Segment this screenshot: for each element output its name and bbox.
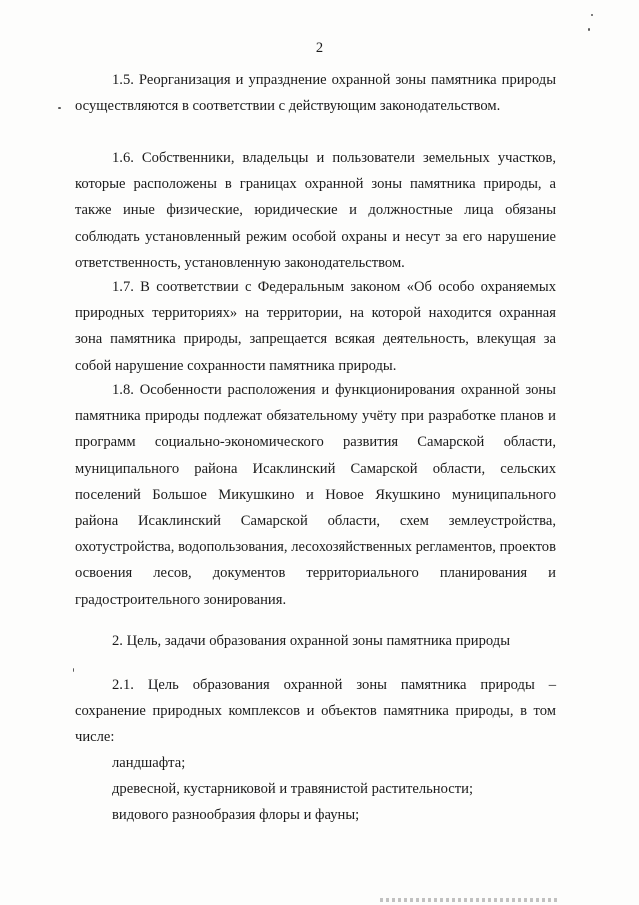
paragraph-1-5: 1.5. Реорганизация и упразднение охранной зоны памятника природы осуществляются в соответствии с действующим законодательством.	[75, 72, 556, 115]
paragraph-1-8: 1.8. Особенности расположения и функционирования охранной зоны памятника природы подлежат обязательному учёту при разработке планов и программ социально-экономического развития Самарской области, муниципального района Исаклинский Самарской области, сельских поселений Большое Микушкино и Новое Якушкино муниципального района Исаклинский Самарской области, схем землеустройства, охотустройства, водопользования, лесохозяйственных регламентов, проектов освоения лесов, документов территориального планирования и градостроительного зонирования.	[75, 382, 556, 608]
page-number: 2	[315, 40, 324, 56]
scan-speck	[73, 668, 74, 672]
list-item-1: ландшафта;	[112, 755, 186, 771]
list-item-2: древесной, кустарниковой и травянистой растительности;	[112, 781, 473, 797]
section-2-heading: 2. Цель, задачи образования охранной зоны памятника природы	[112, 633, 510, 649]
scan-artifact-bottom	[380, 898, 560, 902]
scan-speck	[591, 14, 593, 16]
scan-speck	[58, 107, 61, 109]
list-item-3: видового разнообразия флоры и фауны;	[112, 807, 360, 823]
paragraph-2-1: 2.1. Цель образования охранной зоны памятника природы – сохранение природных комплексов и объектов памятника природы, в том числе:	[75, 677, 556, 746]
paragraph-1-7: 1.7. В соответствии с Федеральным законом «Об особо охраняемых природных территориях» на территории, на которой находится охранная зона памятника природы, запрещается всякая деятельность, влекущая за собой нарушение сохранности памятника природы.	[75, 279, 556, 374]
paragraph-1-6: 1.6. Собственники, владельцы и пользователи земельных участков, которые расположены в границах охранной зоны памятника природы, а также иные физические, юридические и должностные лица обязаны соблюдать установленный режим особой охраны и несут за его нарушение ответственность, установленную законодательством.	[75, 150, 556, 271]
scan-speck	[588, 28, 590, 31]
